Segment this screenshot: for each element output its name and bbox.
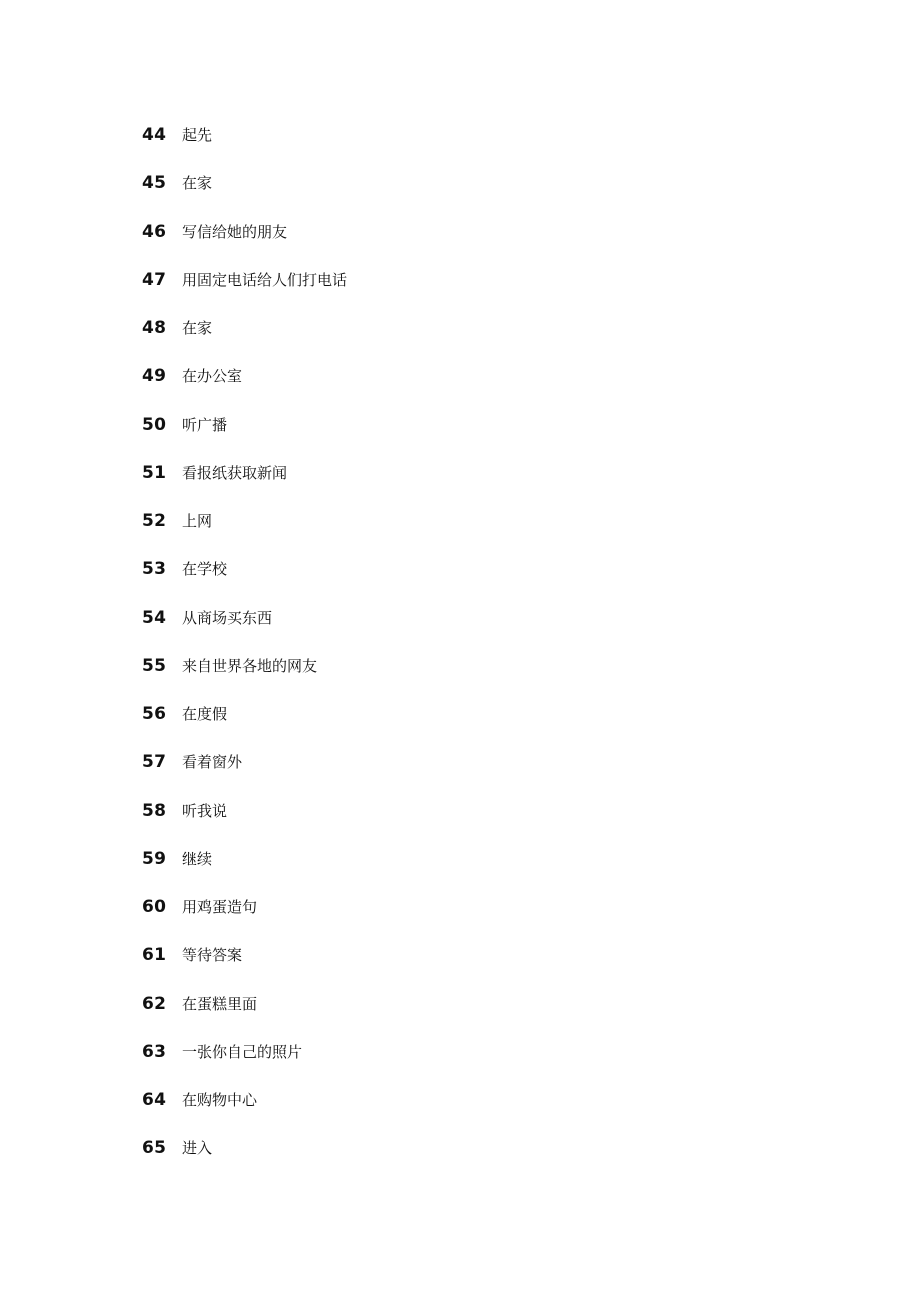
item-number: 57: [142, 752, 167, 773]
list-item: [142, 846, 347, 894]
list-item: [142, 267, 347, 315]
item-number: 65: [142, 1138, 167, 1159]
item-number: 46: [142, 221, 167, 242]
list-item: [142, 798, 347, 846]
item-text: 在蛋糕里面: [182, 994, 258, 1013]
answer-list: [142, 122, 347, 1184]
item-text: 在购物中心: [182, 1091, 258, 1109]
list-item: [142, 605, 347, 653]
list-item: [142, 653, 347, 701]
list-item: [142, 412, 347, 460]
item-text: 看着窗外: [182, 753, 243, 772]
item-text: 在学校: [182, 560, 228, 579]
item-text: 写信给她的朋友: [182, 222, 288, 241]
item-number: 53: [142, 559, 167, 580]
item-text: 在家: [182, 174, 213, 193]
item-number: 61: [142, 945, 167, 966]
list-item: [142, 219, 347, 267]
item-number: 55: [142, 655, 167, 676]
list-item: [142, 122, 347, 170]
item-number: 47: [142, 269, 167, 290]
item-text: 用鸡蛋造句: [182, 898, 258, 916]
item-number: 59: [142, 848, 167, 869]
item-text: 起先: [182, 126, 213, 144]
item-text: 上网: [182, 512, 213, 530]
list-item: [142, 170, 347, 218]
item-number: 60: [142, 897, 167, 917]
list-item: [142, 556, 347, 604]
list-item: [142, 1135, 347, 1183]
list-item: [142, 894, 347, 942]
item-number: 62: [142, 993, 167, 1014]
item-text: 来自世界各地的网友: [182, 656, 318, 675]
list-item: [142, 363, 347, 411]
list-item: [142, 701, 347, 749]
list-item: [142, 1087, 347, 1135]
item-text: 听广播: [182, 415, 228, 434]
list-item: [142, 508, 347, 556]
list-item: [142, 749, 347, 797]
list-item: [142, 991, 347, 1039]
item-number: 48: [142, 318, 167, 338]
item-number: 63: [142, 1041, 167, 1062]
item-text: 等待答案: [182, 946, 243, 965]
item-number: 50: [142, 414, 167, 435]
item-number: 64: [142, 1090, 167, 1110]
item-number: 44: [142, 125, 167, 145]
item-text: 进入: [182, 1139, 213, 1158]
item-text: 从商场买东西: [182, 608, 273, 627]
item-text: 继续: [182, 849, 213, 868]
item-text: 在家: [182, 319, 213, 337]
item-number: 51: [142, 462, 167, 483]
item-text: 一张你自己的照片: [182, 1042, 303, 1061]
list-item: [142, 942, 347, 990]
item-number: 56: [142, 704, 167, 724]
item-text: 在办公室: [182, 367, 243, 386]
list-item: [142, 460, 347, 508]
item-text: 用固定电话给人们打电话: [182, 270, 348, 289]
item-number: 54: [142, 607, 167, 628]
item-number: 49: [142, 366, 167, 387]
item-text: 看报纸获取新闻: [182, 463, 288, 482]
list-item: [142, 1039, 347, 1087]
item-number: 58: [142, 800, 167, 821]
item-text: 听我说: [182, 801, 228, 820]
item-text: 在度假: [182, 705, 228, 723]
list-item: [142, 315, 347, 363]
item-number: 45: [142, 173, 167, 194]
item-number: 52: [142, 511, 167, 531]
